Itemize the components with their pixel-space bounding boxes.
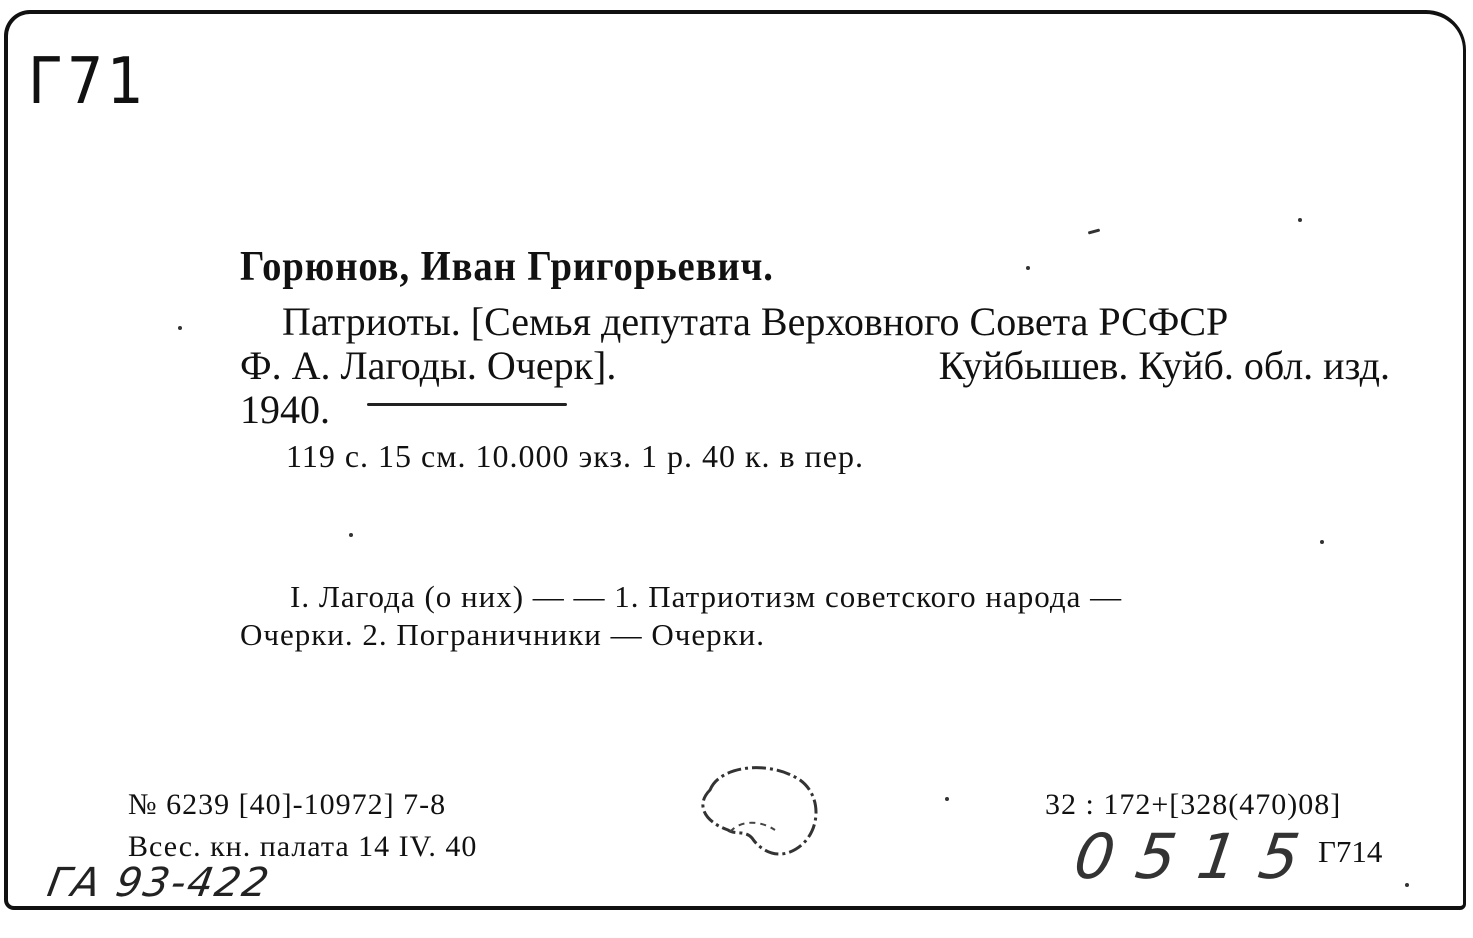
speck — [945, 797, 949, 801]
speck — [1298, 218, 1302, 222]
handwritten-number: 0515 — [1069, 820, 1326, 893]
subject-headings — [240, 578, 1395, 654]
subject-line-2: Очерки. 2. Пограничники — Очерки. — [240, 617, 765, 652]
title-line-1: Патриоты. [Семья депутата Верховного Совета РСФСР — [282, 299, 1229, 344]
speck — [1026, 266, 1030, 270]
imprint-year: 1940. — [240, 387, 330, 432]
title-description — [240, 300, 1390, 432]
imprint-publisher: Куйбышев. Куйб. обл. изд. — [938, 343, 1390, 388]
speck — [349, 533, 353, 537]
card-code: Г714 — [1318, 834, 1383, 869]
title-line-2: Ф. А. Лагоды. Очерк]. — [240, 343, 617, 388]
collation-line: 119 с. 15 см. 10.000 экз. 1 р. 40 к. в пер. — [286, 438, 864, 474]
faded-stamp-outline — [690, 760, 830, 870]
order-number: № 6239 [40]-10972] 7-8 — [128, 788, 447, 821]
handwritten-inventory-number: ГА 93-422 — [43, 860, 275, 906]
author-heading: Горюнов, Иван Григорьевич. — [240, 244, 774, 290]
shelfmark: Г71 — [28, 45, 148, 119]
book-chamber-line: Всес. кн. палата 14 IV. 40 — [128, 830, 478, 863]
subject-line-1: I. Лагода (о них) — — 1. Патриотизм советского народа — — [290, 579, 1123, 614]
title-line-2-row — [240, 344, 1390, 388]
speck — [1320, 540, 1324, 544]
speck — [178, 326, 182, 330]
classification-index: 32 : 172+[328(470)08] — [1045, 788, 1342, 821]
pencil-underline-mark — [367, 403, 567, 406]
speck — [1405, 883, 1409, 887]
